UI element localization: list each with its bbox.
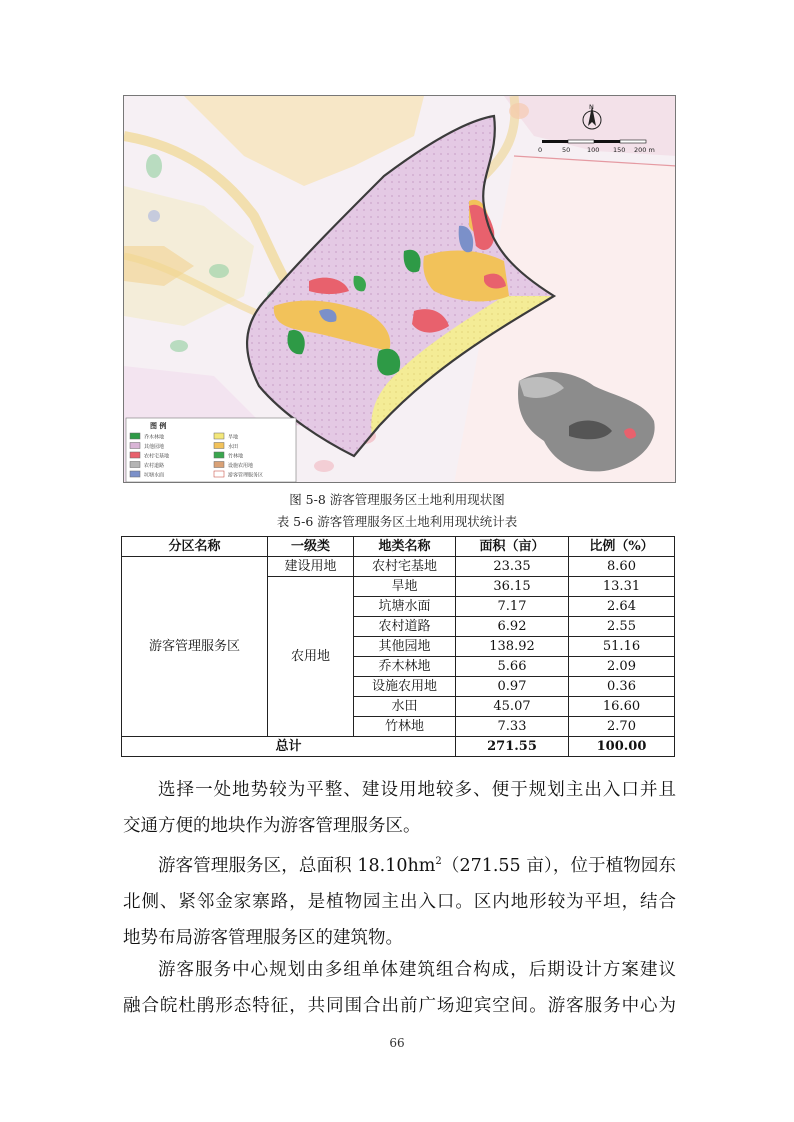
land-type-cell: 农村道路 (354, 617, 456, 637)
paragraph-3 (123, 952, 676, 1024)
page-number: 66 (389, 1036, 405, 1050)
total-label: 总计 (122, 737, 456, 757)
legend-swatch (130, 452, 140, 458)
land-use-map-svg (124, 96, 676, 483)
land-type-cell: 旱地 (354, 577, 456, 597)
total-ratio: 100.00 (569, 737, 675, 757)
total-area: 271.55 (456, 737, 569, 757)
paragraph-2 (123, 844, 676, 956)
paragraph-line: 交通方便的地块作为游客管理服务区。 (123, 816, 421, 836)
ratio-cell: 2.64 (569, 597, 675, 617)
paragraph-line: 北侧、紧邻金家寨路，是植物园主出入口。区内地形较为平坦，结合 (123, 891, 676, 912)
legend-swatch (214, 452, 224, 458)
area-cell: 138.92 (456, 637, 569, 657)
area-text: （271.55 亩），位于植物园东 (441, 855, 676, 876)
paragraph-line: 选择一处地势较为平整、建设用地较多、便于规划主出入口并且 (158, 780, 676, 800)
land-use-map (123, 95, 676, 483)
legend-swatch (130, 433, 140, 439)
legend-swatch (130, 443, 140, 449)
legend-swatch (214, 471, 224, 477)
legend-swatch (214, 433, 224, 439)
header-zone: 分区名称 (122, 537, 268, 557)
ratio-cell: 13.31 (569, 577, 675, 597)
header-area: 面积（亩） (456, 537, 569, 557)
ratio-cell: 51.16 (569, 637, 675, 657)
ratio-cell: 2.55 (569, 617, 675, 637)
area-cell: 7.33 (456, 717, 569, 737)
paragraph-1 (123, 772, 676, 844)
header-land-type: 地类名称 (354, 537, 456, 557)
paragraph-line: 游客服务中心规划由多组单体建筑组合构成，后期设计方案建议 (158, 960, 676, 980)
legend-label: 其他园地 (144, 444, 165, 450)
legend-label: 旱地 (228, 434, 239, 441)
paragraph-line: 融合皖杜鹃形态特征，共同围合出前广场迎宾空间。游客服务中心为 (123, 996, 676, 1016)
area-cell: 23.35 (456, 557, 569, 577)
area-cell: 6.92 (456, 617, 569, 637)
land-type-cell: 竹林地 (354, 717, 456, 737)
legend-label: 游客管理服务区 (228, 472, 264, 479)
legend-swatch (214, 443, 224, 449)
header-ratio: 比例（%） (569, 537, 675, 557)
area-text: 游客管理服务区，总面积 18.10hm (158, 855, 436, 876)
paragraph-line: 地势布局游客管理服务区的建筑物。 (123, 927, 403, 948)
north-label: N (589, 103, 594, 111)
legend-label: 农村道路 (144, 463, 165, 469)
category-cell: 建设用地 (268, 557, 354, 577)
scale-label: 0 (538, 146, 543, 154)
paragraph-line (123, 844, 676, 884)
scale-label: 100 (587, 146, 600, 154)
table-header-row (122, 537, 675, 557)
legend-label: 水田 (228, 444, 239, 450)
ratio-cell: 8.60 (569, 557, 675, 577)
legend-label: 设施农用地 (228, 463, 254, 469)
land-type-cell: 水田 (354, 697, 456, 717)
area-cell: 5.66 (456, 657, 569, 677)
superscript: 2 (435, 856, 442, 867)
table-total-row (122, 737, 675, 757)
area-cell: 45.07 (456, 697, 569, 717)
map-legend (126, 418, 296, 482)
table-caption: 表 5-6 游客管理服务区土地利用现状统计表 (276, 514, 518, 529)
land-type-cell: 农村宅基地 (354, 557, 456, 577)
legend-swatch (130, 462, 140, 468)
header-category: 一级类 (268, 537, 354, 557)
legend-label: 竹林地 (228, 453, 244, 460)
figure-caption: 图 5-8 游客管理服务区土地利用现状图 (289, 492, 505, 507)
land-type-cell: 其他园地 (354, 637, 456, 657)
area-cell: 0.97 (456, 677, 569, 697)
legend-title: 图 例 (150, 422, 167, 430)
scale-label: 200 m (634, 146, 655, 154)
legend-swatch (214, 462, 224, 468)
land-type-cell: 乔木林地 (354, 657, 456, 677)
category-cell: 农用地 (268, 577, 354, 737)
land-use-table (121, 536, 675, 757)
scale-label: 50 (562, 146, 571, 154)
legend-swatch (130, 471, 140, 477)
ratio-cell: 2.09 (569, 657, 675, 677)
table-row (122, 557, 675, 577)
ratio-cell: 0.36 (569, 677, 675, 697)
scale-label: 150 (613, 146, 626, 154)
land-type-cell: 坑塘水面 (354, 597, 456, 617)
ratio-cell: 2.70 (569, 717, 675, 737)
legend-label: 乔木林地 (144, 434, 165, 441)
legend-label: 农村宅基地 (144, 453, 170, 460)
land-type-cell: 设施农用地 (354, 677, 456, 697)
ratio-cell: 16.60 (569, 697, 675, 717)
zone-cell: 游客管理服务区 (122, 557, 268, 737)
area-cell: 36.15 (456, 577, 569, 597)
area-cell: 7.17 (456, 597, 569, 617)
legend-label: 坑塘水面 (144, 472, 165, 479)
